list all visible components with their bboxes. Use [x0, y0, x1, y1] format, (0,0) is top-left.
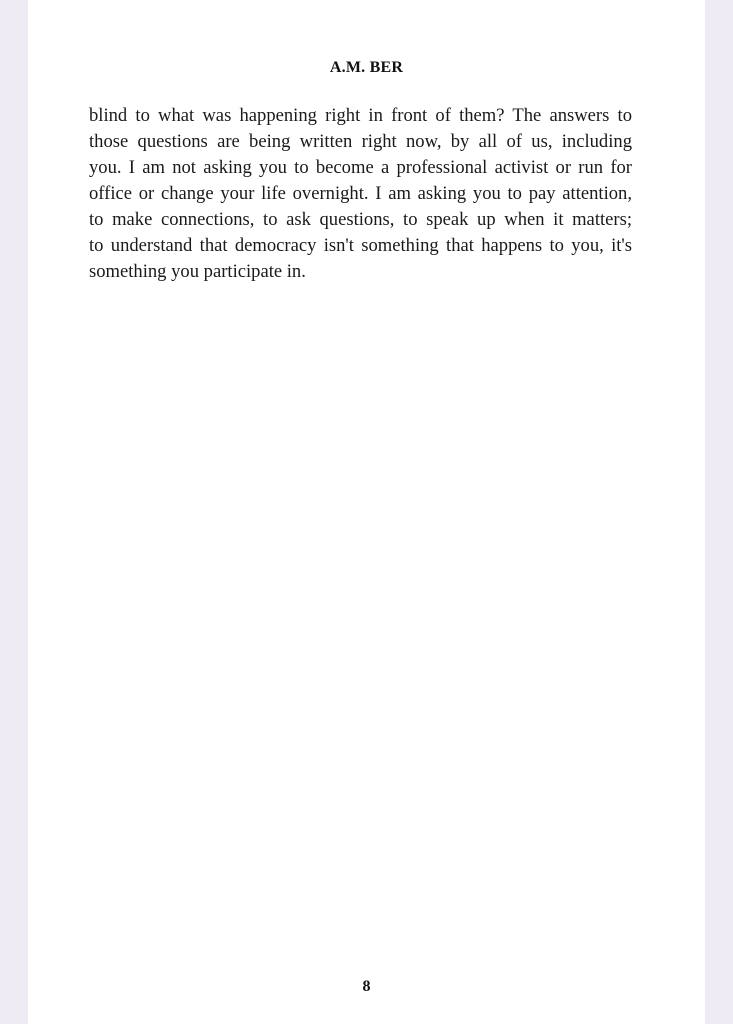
page-number: 8	[362, 978, 371, 995]
body-line: blind to what was happening right in front of them? The answers to	[89, 105, 632, 126]
body-line: you. I am not asking you to become a professional activist or run for	[89, 157, 632, 178]
body-line: office or change your life overnight. I am asking you to pay attention,	[89, 183, 632, 204]
book-page	[28, 0, 705, 1024]
body-line: to understand that democracy isn't something that happens to you, it's	[89, 235, 632, 256]
body-paragraph	[89, 103, 632, 285]
body-line: something you participate in.	[89, 261, 306, 282]
body-line: to make connections, to ask questions, to speak up when it matters;	[89, 209, 632, 230]
body-line: those questions are being written right now, by all of us, including	[89, 131, 632, 152]
running-header-author: A.M. BER	[329, 59, 404, 76]
